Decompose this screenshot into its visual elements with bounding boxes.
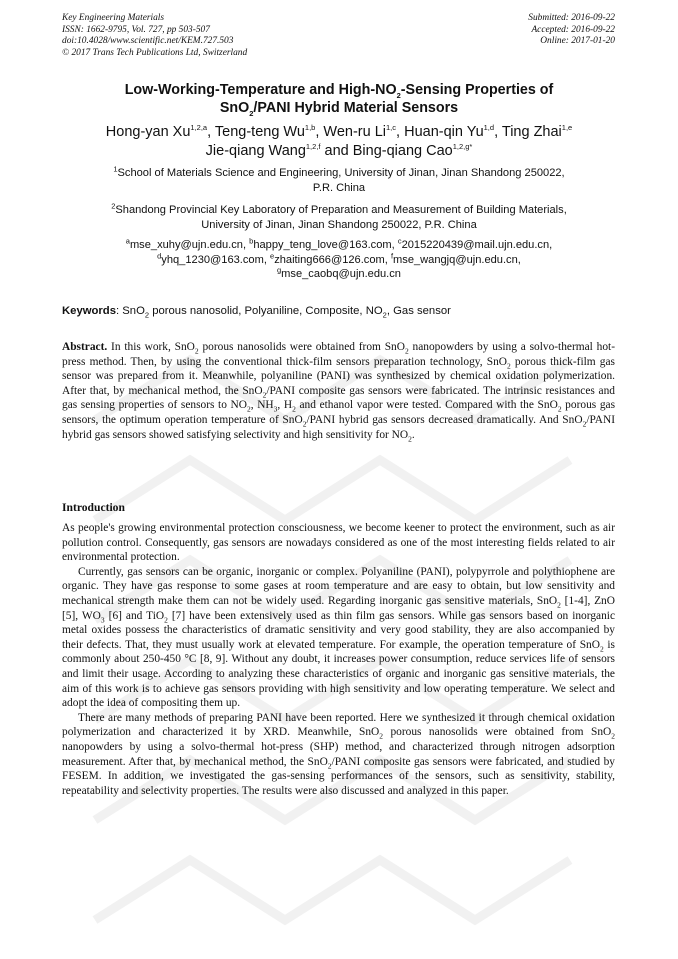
email: $^f$mse_wangjq@ujn.edu.cn, [390,250,521,266]
author: Hong-yan Xu$^{1,2,a}$ [105,123,208,140]
journal-name: Key Engineering Materials [62,13,165,23]
issn-line: ISSN: 1662-9795, Vol. 727, pp 503-507 [62,24,210,35]
author: Ting Zhai$^{1,e}$ [501,123,573,140]
author: Wen-ru Li$^{1,c}$ [323,123,397,140]
author: Bing-qiang Cao$^{1,2,g*}$ [352,142,473,159]
copyright-line: © 2017 Trans Tech Publications Ltd, Switzerland [62,47,248,58]
paragraph: There are many methods of preparing PANI have been reported. Here we synthesized it through chemical oxidation polymerization and characterized it by XRD. Meanwhile, SnO$_2$ porous nanosolids were obtained from SnO$_2$ nanopowders by using a solvo-thermal hot-press (SHP) method, and characterized through nitrogen adsorption measurement. After that, by mechanical method, the SnO$_2$/PANI composite gas sensors were fabricated, and studied by FESEM. In addition, we investigated the gas-sensing performances of the sensors, such as sensitivity, stability, repeatability and selectivity properties. The results were also discussed and analyzed in this paper. [62,711,615,797]
email: $^b$happy_teng_love@163.com, [249,236,395,251]
author: Huan-qin Yu$^{1,d}$ [404,123,495,140]
author: Jie-qiang Wang$^{1,2,f}$ [205,142,321,159]
author: Teng-teng Wu$^{1,b}$ [214,123,316,140]
publication-dates [528,13,615,48]
paragraph: Currently, gas sensors can be organic, inorganic or complex. Polyaniline (PANI), polypyrrole and polythiophene are organic. They have gas response to some gases at room temperature and are easy to obtain, but low sensitivity and mechanical strength make them can not be widely used. Regarding inorganic gas sensitive materials, SnO$_2$ [1-4], ZnO [5], $WO_3$ [6] and TiO$_2$ [7] have been extensively used as thin film gas sensors. While gas sensors based on inorganic metal oxides possess the characteristics of dramatic sensitivity and very good stability, they are also accompanied by their defects. That, they must usually work at elevated temperature. For example, the operation temperature of SnO$_2$ is commonly about 250-450 °C [8, 9]. Without any doubt, it increases power consumption, reduce services life of sensors and limit their usage. According to analyzing these characteristics of organic and inorganic gas sensitive materials, the aim of this work is to achieve gas sensors providing with high sensitivity and low operating temperature. We select and adopt the idea of compositing them up. [62,565,616,710]
email: $^g$mse_caobq@ujn.edu.cn [277,265,401,280]
email: $^c$2015220439@mail.ujn.edu.cn, [397,236,553,251]
affiliation-1: $^1$School of Materials Science and Engineering, University of Jinan, Jinan Shandong 250022, P.R. China [113,164,565,194]
abstract: Abstract. In this work, SnO$_2$ porous nanosolids were obtained from SnO$_2$ nanopowders by using a solvo-thermal hot-press method. Then, by using the conventional thick-film sensors preparation technology, SnO$_2$ porous thick-film gas sensor was prepared from it. Meanwhile, polyaniline (PANI) was synthesized by chemical oxidation polymerization. After that, by mechanical method, the SnO$_2$/PANI composite gas sensors were fabricated. The intrinsic resistances and gas sensing properties of sensors to $NO_2$, $NH_3$, $H_2$ and ethanol vapor were tested. Compared with the SnO$_2$ porous gas sensors, the optimum operation temperature of SnO$_2$/PANI hybrid gas sensors decreased dramatically. And SnO$_2$/PANI hybrid gas sensors showed satisfying selectivity and high sensitivity for $NO_2$. [62,341,616,443]
email: $^a$mse_xuhy@ujn.edu.cn, [125,236,247,251]
accepted-date: Accepted: 2016-09-22 [531,24,615,35]
paper-title: Low-Working-Temperature and High-$NO_2$-Sensing Properties of SnO$_2$/PANI Hybrid Material Sensors [124,82,554,118]
keywords: Keywords: SnO$_2$ porous nanosolid, Polyaniline, Composite, $NO_2$, Gas sensor [62,305,451,320]
doi-line: doi:10.4028/www.scientific.net/KEM.727.503 [62,36,234,47]
introduction-heading: Introduction [62,501,125,514]
introduction-body [62,521,615,798]
paragraph: As people's growing environmental protection consciousness, we become keener to protect the environment, such as air pollution control. Consequently, gas sensors are nowadays considered as one of the most interesting fields related to air environmental protection. [62,522,615,564]
author-list: Hong-yan Xu$^{1,2,a}$, Teng-teng Wu$^{1,b}$, Wen-ru Li$^{1,c}$, Huan-qin Yu$^{1,d}$, Ting Zhai$^{1,e}$ Jie-qiang Wang$^{1,2,f}$ and Bing-qiang Cao$^{1,2,g*}$ [105,123,573,159]
email-list [62,238,616,282]
email: $^d$yhq_1230@163.com, [157,250,267,266]
email: $^e$zhaiting666@126.com, [270,250,388,266]
journal-info [62,13,247,59]
submitted-date: Submitted: 2016-09-22 [528,13,615,23]
affiliation-2: $^2$Shandong Provincial Key Laboratory of Preparation and Measurement of Building Materials, University of Jinan, Jinan Shandong 250022, P.R. China [111,201,567,231]
online-date: Online: 2017-01-20 [540,36,615,47]
